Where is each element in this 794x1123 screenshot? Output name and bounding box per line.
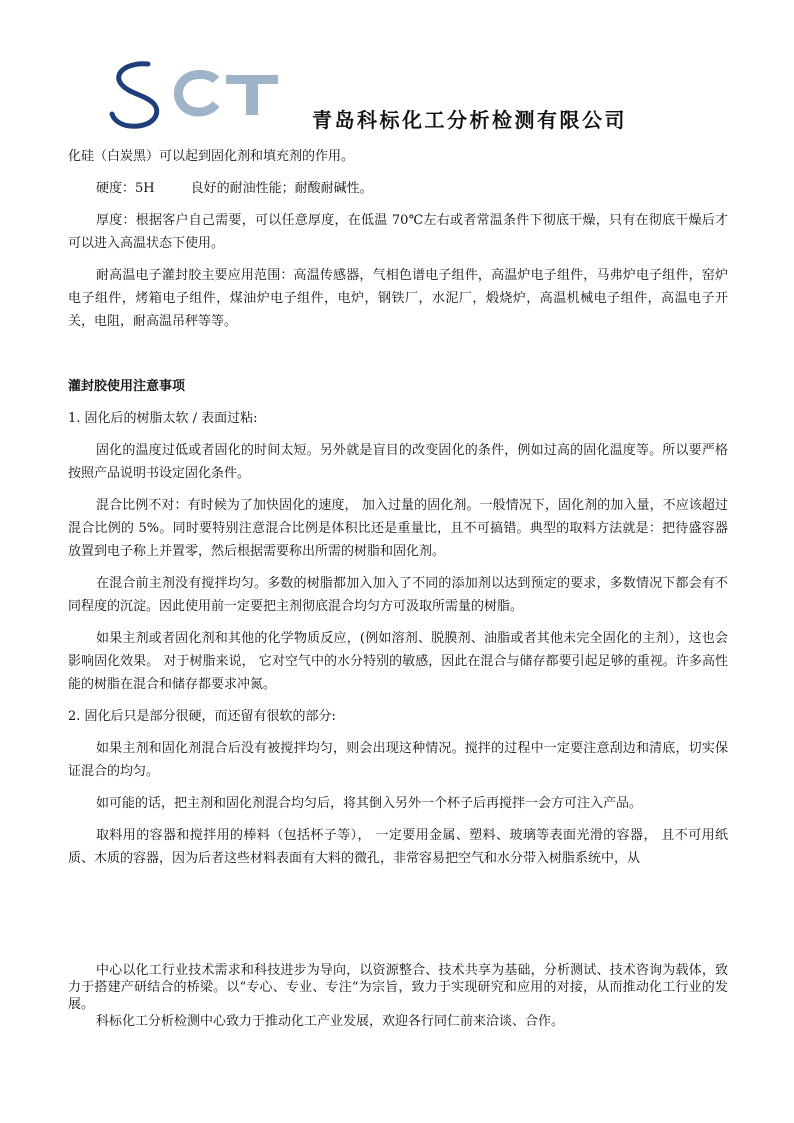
company-name: 青岛科标化工分析检测有限公司 (312, 108, 627, 132)
paragraph: 如果主剂和固化剂混合后没有被搅拌均匀，则会出现这种情况。搅拌的过程中一定要注意刮边和清底，切实保证混合的均匀。 (68, 741, 728, 779)
document-body (68, 145, 728, 879)
list-item-heading: 2. 固化后只是部分很硬，而还留有很软的部分: (68, 709, 336, 724)
page-footer (68, 962, 728, 1030)
paragraph: 化硅（白炭黑）可以起到固化剂和填充剂的作用。 (68, 149, 355, 164)
paragraph: 在混合前主剂没有搅拌均匀。多数的树脂都加入加入了不同的添加剂以达到预定的要求，多数情况下都会有不同程度的沉淀。因此使用前一定要把主剂彻底混合均匀方可汲取所需量的树脂。 (68, 576, 728, 614)
hardness-value: 硬度：5H (96, 181, 155, 196)
paragraph: 混合比例不对：有时候为了加快固化的速度， 加入过量的固化剂。一般情况下，固化剂的加入量，不应该超过混合比例的 5%。同时要特别注意混合比例是体积比还是重量比，且不可搞错。典型的取料方法就是：把待盛容器放置到电子称上并置零，然后根据需要称出所需的树脂和固化剂。 (68, 498, 728, 559)
footer-paragraph: 中心以化工行业技术需求和科技进步为导向，以资源整合、技术共享为基础，分析测试、技术咨询为载体，致力于搭建产研结合的桥梁。以“专心、专业、专注“为宗旨，致力于实现研究和应用的对接，从而推动化工行业的发展。 (68, 963, 728, 1012)
list-item-heading: 1. 固化后的树脂太软 / 表面过粘: (68, 411, 258, 426)
paragraph: 耐高温电子灌封胶主要应用范围：高温传感器，气相色谱电子组件，高温炉电子组件，马弗炉电子组件，窑炉电子组件，烤箱电子组件，煤油炉电子组件，电炉，钢铁厂，水泥厂，煅烧炉，高温机械电子组件，高温电子开关，电阻，耐高温吊秤等等。 (68, 268, 728, 329)
resistance-text: 良好的耐油性能；耐酸耐碱性。 (190, 181, 373, 196)
hardness-line (68, 177, 728, 200)
paragraph: 厚度：根据客户自己需要，可以任意厚度，在低温 70℃左右或者常温条件下彻底干燥，只有在彻底干燥后才可以进入高温状态下使用。 (68, 213, 728, 251)
paragraph: 如可能的话，把主剂和固化剂混合均匀后，将其倒入另外一个杯子后再搅拌一会方可注入产品。 (96, 796, 643, 811)
section-heading: 灌封胶使用注意事项 (68, 379, 186, 394)
paragraph: 取料用的容器和搅拌用的棒料（包括杯子等）， 一定要用金属、塑料、玻璃等表面光滑的容器， 且不可用纸质、木质的容器，因为后者这些材料表面有大料的微孔，非常容易把空气和水分带入树脂系统中，从 (68, 828, 728, 866)
paragraph: 固化的温度过低或者固化的时间太短。另外就是盲目的改变固化的条件，例如过高的固化温度等。所以要严格按照产品说明书设定固化条件。 (68, 443, 728, 481)
sct-logo (108, 54, 288, 134)
page-header (108, 54, 698, 134)
footer-paragraph: 科标化工分析检测中心致力于推动化工产业发展，欢迎各行同仁前来洽谈、合作。 (96, 1014, 565, 1029)
paragraph: 如果主剂或者固化剂和其他的化学物质反应，(例如溶剂、脱膜剂、油脂或者其他未完全固化的主剂），这也会影响固化效果。 对于树脂来说， 它对空气中的水分特别的敏感，因此在混合与储存都要引起足够的重视。许多高性能的树脂在混合和储存都要求冲氮。 (68, 631, 728, 692)
